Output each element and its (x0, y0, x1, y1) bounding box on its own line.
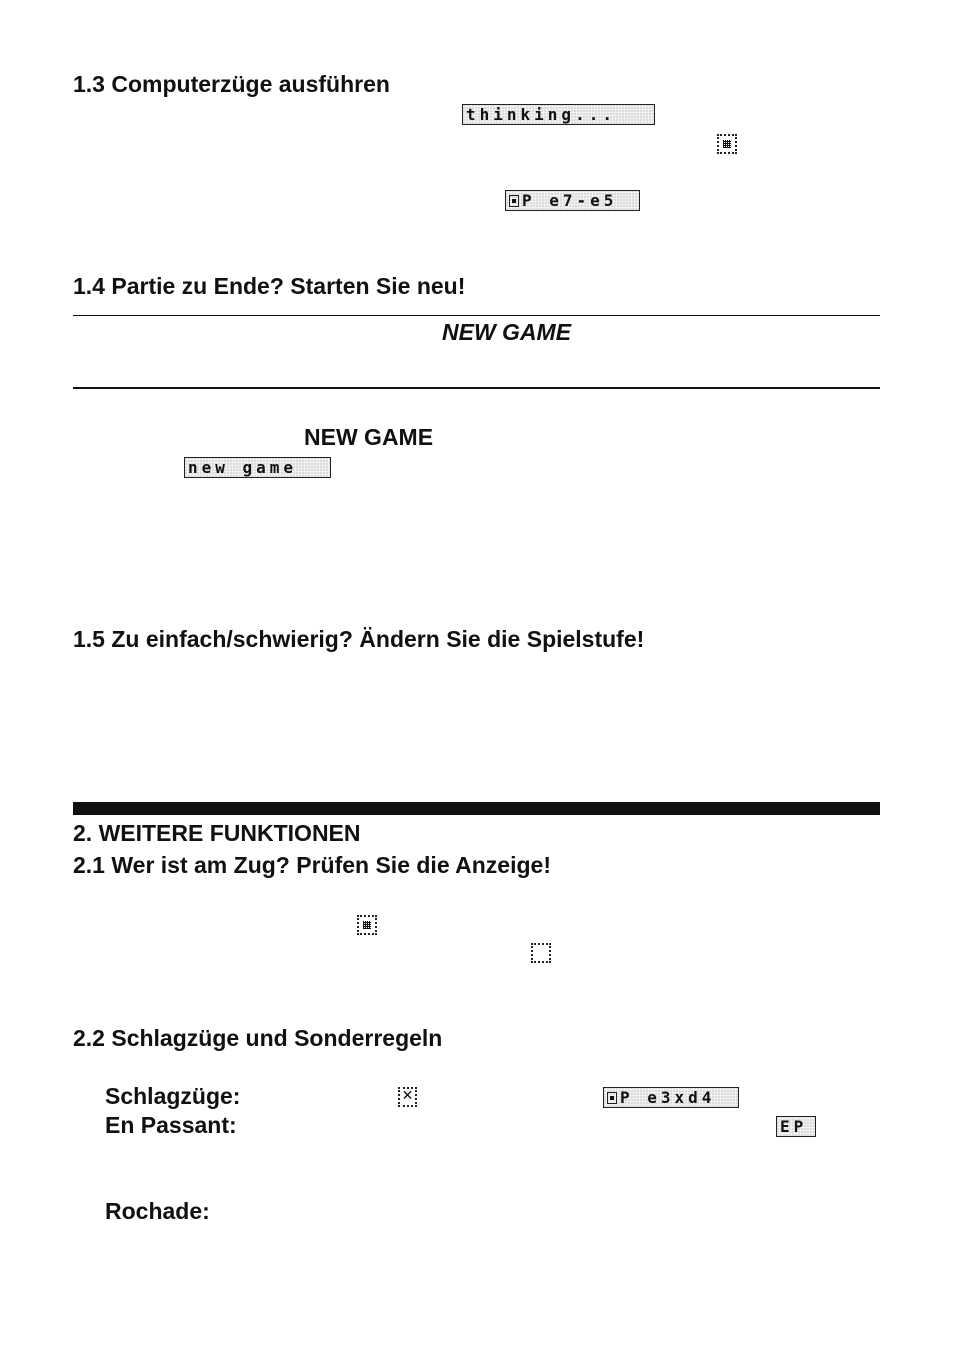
new-game-box-label: NEW GAME (442, 319, 572, 345)
en-passant-label: En Passant: (105, 1112, 237, 1138)
castling-label: Rochade: (105, 1198, 210, 1224)
new-game-body-label: NEW GAME (304, 424, 434, 450)
capture-label: Schlagzüge: (105, 1083, 241, 1109)
lcd-capture-display (603, 1087, 739, 1108)
lcd-new-game-display (184, 457, 331, 478)
lcd-en-passant-text: EP (780, 1116, 808, 1136)
chapter-rule (73, 802, 880, 815)
section-1-4-heading: 1.4 Partie zu Ende? Starten Sie neu! (73, 273, 466, 299)
lcd-capture-text: P e3xd4 (620, 1087, 716, 1107)
box-bottom-rule (73, 387, 880, 389)
lcd-new-game-text: new game (188, 457, 298, 477)
section-1-3-heading: 1.3 Computerzüge ausführen (73, 71, 390, 97)
section-1-5-heading: 1.5 Zu einfach/schwierig? Ändern Sie die Spielstufe! (73, 626, 645, 652)
chapter-2-heading: 2. WEITERE FUNKTIONEN (73, 820, 361, 846)
lcd-en-passant-display (776, 1116, 816, 1137)
empty-square-indicator-icon (531, 943, 551, 963)
section-2-2-heading: 2.2 Schlagzüge und Sonderregeln (73, 1025, 443, 1051)
white-square-indicator-icon (357, 915, 377, 935)
lcd-thinking-text: thinking... (466, 104, 616, 124)
lcd-thinking-display (462, 104, 655, 125)
white-to-move-icon (717, 134, 737, 154)
section-2-1-heading: 2.1 Wer ist am Zug? Prüfen Sie die Anzeige! (73, 852, 551, 878)
box-top-rule (73, 315, 880, 316)
piece-indicator-icon (607, 1092, 617, 1104)
capture-cross-icon (398, 1087, 417, 1107)
piece-indicator-icon (509, 195, 519, 207)
lcd-move-text: P e7-e5 (522, 190, 618, 210)
lcd-move-display (505, 190, 640, 211)
